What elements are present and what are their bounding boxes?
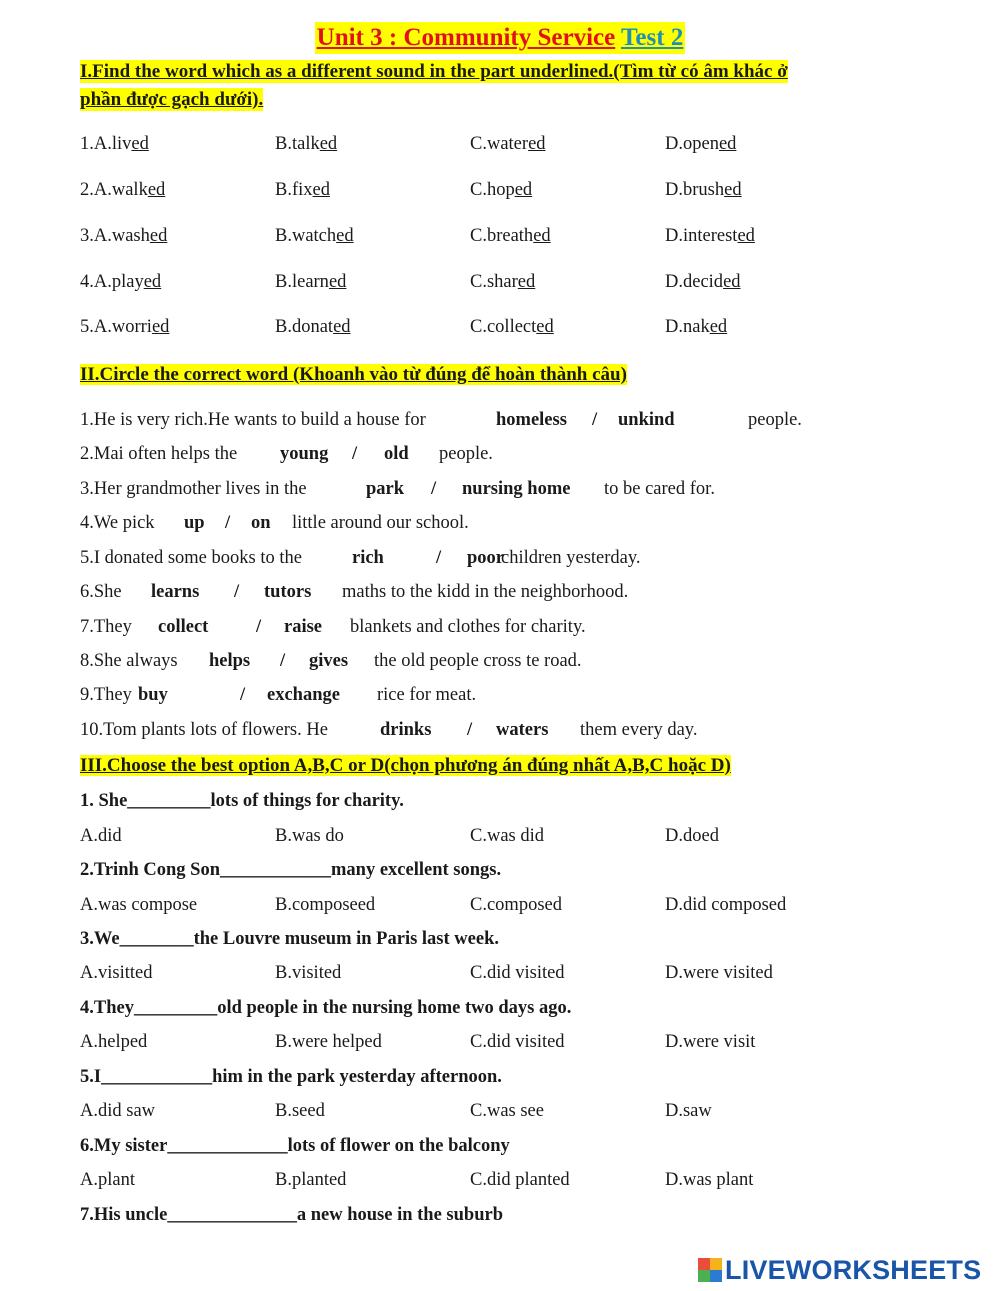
answer-option[interactable] — [665, 224, 755, 248]
options-row — [80, 1030, 930, 1056]
question-row — [80, 649, 940, 675]
option-text: D.nak — [665, 317, 710, 337]
option-text: C.breath — [470, 226, 534, 246]
answer-option[interactable]: A.helped — [80, 1032, 148, 1052]
answer-option[interactable]: C.did visited — [470, 963, 565, 983]
section-2-heading-text: II.Circle the correct word (Khoanh vào từ đúng để hoàn thành câu) — [80, 364, 627, 385]
question-row — [80, 224, 930, 250]
question-stem: 4.They_________old people in the nursing home two days ago. — [80, 998, 572, 1018]
underlined-part: ed — [328, 272, 347, 292]
answer-option[interactable]: B.seed — [275, 1101, 325, 1121]
choice-word[interactable]: exchange — [267, 685, 340, 705]
question-text: 1.He is very rich.He wants to build a house for — [80, 410, 426, 430]
question-text-end: people. — [748, 410, 802, 430]
section-3-heading-text: III.Choose the best option A,B,C or D(chọn phương án đúng nhất A,B,C hoặc D) — [80, 755, 731, 776]
question-row — [80, 718, 940, 744]
option-text: 2.A.walk — [80, 180, 148, 200]
answer-option[interactable] — [470, 270, 535, 294]
option-text: C.shar — [470, 272, 518, 292]
choice-word[interactable]: on — [251, 513, 271, 533]
underlined-part: ed — [536, 317, 554, 337]
question-row — [80, 477, 940, 503]
answer-option[interactable]: D.were visit — [665, 1032, 756, 1052]
choice-word[interactable]: drinks — [380, 720, 432, 740]
answer-option[interactable] — [80, 315, 169, 339]
question-stem: 5.I____________him in the park yesterday afternoon. — [80, 1067, 502, 1087]
underlined-part: ed — [528, 134, 546, 154]
answer-option[interactable] — [665, 270, 741, 294]
answer-option[interactable]: D.were visited — [665, 963, 773, 983]
choice-separator: / — [592, 410, 598, 430]
option-text: B.fix — [275, 180, 313, 200]
option-text: C.collect — [470, 317, 537, 337]
underlined-part: ed — [319, 134, 338, 154]
question-stem: 6.My sister_____________lots of flower on the balcony — [80, 1136, 510, 1156]
choice-word[interactable]: learns — [151, 582, 200, 602]
question-text: 4.We pick — [80, 513, 155, 533]
choice-word[interactable]: tutors — [264, 582, 312, 602]
section-1-heading — [80, 58, 925, 114]
question-row — [80, 132, 930, 158]
answer-option[interactable] — [275, 315, 351, 339]
option-text: 1.A.liv — [80, 134, 132, 154]
title-test: Test 2 — [621, 24, 684, 51]
choice-word[interactable]: up — [184, 513, 205, 533]
worksheet-title — [0, 22, 1000, 54]
options-row — [80, 961, 930, 987]
choice-word[interactable]: homeless — [496, 410, 567, 430]
question-text: 5.I donated some books to the — [80, 548, 302, 568]
choice-separator: / — [467, 720, 473, 740]
answer-option[interactable]: B.visited — [275, 963, 342, 983]
question-text: 8.She always — [80, 651, 178, 671]
answer-option[interactable] — [470, 224, 551, 248]
liveworksheets-logo-icon — [698, 1258, 722, 1282]
section-1-heading-line1: I.Find the word which as a different sound in the part underlined.(Tìm từ có âm khác ở — [80, 61, 788, 82]
question-text-end: little around our school. — [292, 513, 469, 533]
answer-option[interactable]: B.composeed — [275, 895, 376, 915]
choice-separator: / — [436, 548, 442, 568]
choice-word[interactable]: young — [280, 444, 329, 464]
option-text: B.learn — [275, 272, 329, 292]
options-row — [80, 824, 930, 850]
section-3-heading — [80, 752, 731, 780]
question-row — [80, 315, 930, 341]
answer-option[interactable]: D.doed — [665, 826, 719, 846]
choice-word[interactable]: park — [366, 479, 405, 499]
question-row — [80, 580, 940, 606]
section-1-heading-line2: phần được gạch dưới). — [80, 89, 264, 110]
question-stem: 1. She_________lots of things for charity. — [80, 791, 404, 811]
option-text: D.brush — [665, 180, 725, 200]
underlined-part: ed — [336, 226, 354, 246]
answer-option[interactable]: D.was plant — [665, 1170, 754, 1190]
answer-option[interactable]: C.composed — [470, 895, 562, 915]
answer-option[interactable]: A.did saw — [80, 1101, 156, 1121]
choice-word[interactable]: old — [384, 444, 409, 464]
choice-separator: / — [431, 479, 437, 499]
choice-separator: / — [256, 617, 262, 637]
underlined-part: ed — [143, 272, 162, 292]
answer-option[interactable] — [275, 224, 354, 248]
answer-option[interactable] — [275, 132, 337, 156]
underlined-part: ed — [724, 180, 742, 200]
option-text: D.interest — [665, 226, 738, 246]
choice-word[interactable]: nursing home — [462, 479, 571, 499]
answer-option[interactable]: B.was do — [275, 826, 344, 846]
option-text: D.decid — [665, 272, 724, 292]
answer-option[interactable]: D.saw — [665, 1101, 712, 1121]
answer-option[interactable] — [665, 132, 736, 156]
answer-option[interactable]: C.was see — [470, 1101, 544, 1121]
option-text: 5.A.worri — [80, 317, 152, 337]
choice-word[interactable]: collect — [158, 617, 209, 637]
question-text-end: maths to the kidd in the neighborhood. — [342, 582, 629, 602]
underlined-part: ed — [533, 226, 551, 246]
answer-option[interactable]: B.planted — [275, 1170, 347, 1190]
underlined-part: ed — [333, 317, 351, 337]
choice-separator: / — [225, 513, 231, 533]
answer-option[interactable] — [80, 132, 149, 156]
section-2-heading — [80, 361, 627, 389]
option-text: 4.A.play — [80, 272, 144, 292]
option-text: D.open — [665, 134, 719, 154]
answer-option[interactable] — [80, 224, 167, 248]
answer-option[interactable] — [275, 270, 346, 294]
answer-option[interactable]: C.did visited — [470, 1032, 565, 1052]
answer-option[interactable]: C.did planted — [470, 1170, 570, 1190]
question-text: 2.Mai often helps the — [80, 444, 238, 464]
option-text: B.talk — [275, 134, 320, 154]
question-stem: 3.We________the Louvre museum in Paris last week. — [80, 929, 499, 949]
answer-option[interactable] — [665, 178, 742, 202]
answer-option[interactable]: B.were helped — [275, 1032, 382, 1052]
options-row — [80, 1168, 930, 1194]
answer-option[interactable] — [470, 315, 554, 339]
choice-word[interactable]: buy — [138, 685, 168, 705]
underlined-part: ed — [151, 317, 170, 337]
underlined-part: ed — [517, 272, 536, 292]
question-text-end: people. — [439, 444, 493, 464]
answer-option[interactable]: A.was compose — [80, 895, 198, 915]
option-text: C.hop — [470, 180, 515, 200]
options-row — [80, 893, 930, 919]
liveworksheets-logo — [698, 1252, 981, 1288]
question-row — [80, 408, 940, 434]
question-row — [80, 683, 940, 709]
choice-word[interactable]: unkind — [618, 410, 675, 430]
answer-option[interactable]: D.did composed — [665, 895, 787, 915]
question-text: 6.She — [80, 582, 122, 602]
choice-separator: / — [240, 685, 246, 705]
underlined-part: ed — [131, 134, 149, 154]
question-text-end: children yesterday. — [501, 548, 641, 568]
answer-option[interactable] — [665, 315, 727, 339]
choice-separator: / — [352, 444, 358, 464]
option-text: C.water — [470, 134, 529, 154]
choice-word[interactable]: raise — [284, 617, 323, 637]
choice-word[interactable]: gives — [309, 651, 349, 671]
question-text-end: the old people cross te road. — [374, 651, 582, 671]
underlined-part: ed — [312, 180, 330, 200]
question-text: 10.Tom plants lots of flowers. He — [80, 720, 328, 740]
question-text: 7.They — [80, 617, 132, 637]
option-text: B.watch — [275, 226, 337, 246]
answer-option[interactable] — [275, 178, 330, 202]
question-row — [80, 270, 930, 296]
question-row — [80, 442, 940, 468]
answer-option[interactable] — [470, 132, 546, 156]
answer-option[interactable]: A.plant — [80, 1170, 135, 1190]
choice-separator: / — [234, 582, 240, 602]
question-stem: 7.His uncle______________a new house in the suburb — [80, 1205, 503, 1225]
answer-option[interactable] — [80, 178, 165, 202]
answer-option[interactable] — [470, 178, 532, 202]
choice-word[interactable]: helps — [209, 651, 251, 671]
question-row — [80, 615, 940, 641]
choice-separator: / — [280, 651, 286, 671]
question-stem: 2.Trinh Cong Son____________many excellent songs. — [80, 860, 502, 880]
answer-option[interactable]: C.was did — [470, 826, 544, 846]
answer-option[interactable]: A.did — [80, 826, 122, 846]
question-text: 3.Her grandmother lives in the — [80, 479, 307, 499]
choice-word[interactable]: poor — [467, 548, 504, 568]
answer-option[interactable]: A.visitted — [80, 963, 153, 983]
question-row — [80, 511, 940, 537]
underlined-part: ed — [147, 180, 166, 200]
underlined-part: ed — [723, 272, 741, 292]
underlined-part: ed — [718, 134, 737, 154]
answer-option[interactable] — [80, 270, 161, 294]
question-text-end: blankets and clothes for charity. — [350, 617, 586, 637]
question-text-end: them every day. — [580, 720, 698, 740]
choice-word[interactable]: waters — [496, 720, 549, 740]
underlined-part: ed — [709, 317, 728, 337]
question-row — [80, 546, 940, 572]
question-text-end: to be cared for. — [604, 479, 715, 499]
question-text: 9.They — [80, 685, 132, 705]
question-text-end: rice for meat. — [377, 685, 477, 705]
choice-word[interactable]: rich — [352, 548, 384, 568]
title-unit: Unit 3 : Community Service — [316, 24, 616, 51]
underlined-part: ed — [737, 226, 755, 246]
option-text: B.donat — [275, 317, 334, 337]
underlined-part: ed — [149, 226, 168, 246]
question-row — [80, 178, 930, 204]
underlined-part: ed — [514, 180, 533, 200]
option-text: 3.A.wash — [80, 226, 150, 246]
liveworksheets-logo-text: LIVEWORKSHEETS — [725, 1254, 982, 1285]
options-row — [80, 1099, 930, 1125]
